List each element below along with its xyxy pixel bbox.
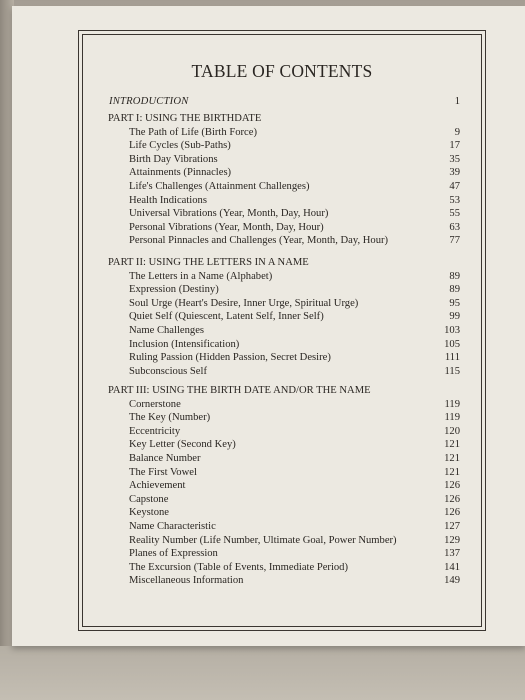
toc-entry-label: The Key (Number): [129, 412, 211, 424]
background-bottom: [0, 646, 525, 700]
toc-entry-page: 115: [444, 365, 460, 377]
page-title: TABLE OF CONTENTS: [191, 61, 373, 81]
toc-entry-page: 89: [449, 284, 460, 296]
toc-entry-page: 121: [444, 466, 460, 478]
toc-entry-page: 119: [444, 398, 460, 410]
toc-entry-page: 1: [454, 96, 460, 107]
toc-entry-label: Expression (Destiny): [129, 284, 219, 296]
toc-entry-page: 129: [444, 534, 460, 546]
toc-part-title: PART II: USING THE LETTERS IN A NAME: [108, 257, 309, 268]
toc-entry-page: 35: [449, 153, 460, 165]
toc-entry-page: 141: [444, 561, 460, 573]
toc-entry-label: Planes of Expression: [129, 548, 218, 560]
toc-entry-label: INTRODUCTION: [109, 96, 189, 107]
book-page: [12, 6, 525, 646]
toc-entry-label: Life Cycles (Sub-Paths): [129, 140, 231, 152]
toc-entry-label: Health Indications: [129, 194, 207, 206]
toc-entry-label: Universal Vibrations (Year, Month, Day, Hour): [129, 208, 329, 220]
toc-entry-label: The Path of Life (Birth Force): [129, 126, 257, 138]
toc-entry-page: 120: [444, 425, 460, 437]
toc-entry-page: 137: [444, 548, 460, 560]
toc-entry-page: 121: [444, 453, 460, 464]
toc-entry-label: Eccentricity: [129, 425, 181, 437]
toc-entry-label: Personal Vibrations (Year, Month, Day, Hour): [129, 221, 324, 233]
toc-entry-page: 127: [444, 521, 460, 532]
toc-entry-label: Keystone: [129, 507, 170, 519]
toc-entry-page: 47: [449, 181, 460, 192]
toc-entry-label: Personal Pinnacles and Challenges (Year, Month, Day, Hour): [129, 235, 389, 247]
toc-entry-page: 149: [444, 575, 460, 587]
toc-entry-label: Birth Day Vibrations: [129, 153, 218, 165]
toc-entry-page: 126: [444, 507, 460, 519]
toc-entry-label: Capstone: [129, 493, 169, 505]
toc-entry-label: Key Letter (Second Key): [129, 439, 236, 451]
toc-entry-page: 119: [444, 412, 460, 424]
toc-entry-label: Attainments (Pinnacles): [129, 167, 232, 179]
toc-entry-page: 53: [449, 194, 460, 206]
toc-entry-label: The First Vowel: [129, 466, 197, 478]
toc-entry-page: 126: [444, 493, 460, 505]
toc-entry-page: 105: [444, 338, 460, 350]
toc-entry-page: 55: [449, 208, 460, 220]
toc-entry-label: Subconscious Self: [129, 365, 207, 377]
toc-entry-label: Quiet Self (Quiescent, Latent Self, Inner Self): [129, 311, 324, 323]
toc-entry-page: 121: [444, 439, 460, 451]
toc-entry-page: 89: [449, 270, 460, 282]
toc-entry-page: 17: [449, 140, 460, 152]
toc-entry-page: 9: [454, 126, 460, 138]
toc-entry-page: 126: [444, 480, 460, 492]
toc-part-title: PART III: USING THE BIRTH DATE AND/OR THE NAME: [108, 385, 371, 396]
toc-entry-label: Achievement: [129, 480, 186, 492]
toc-entry-page: 103: [444, 325, 460, 336]
toc-entry-label: Name Characteristic: [129, 521, 216, 532]
toc-part-title: PART I: USING THE BIRTHDATE: [108, 113, 262, 124]
toc-entry-label: Life's Challenges (Attainment Challenges): [129, 181, 310, 192]
toc-entry-label: Inclusion (Intensification): [129, 338, 240, 350]
toc-entry-label: Ruling Passion (Hidden Passion, Secret Desire): [129, 352, 331, 364]
toc-entry-label: Name Challenges: [129, 325, 205, 336]
toc-entry-label: Miscellaneous Information: [129, 575, 244, 587]
toc-entry-page: 99: [449, 311, 460, 323]
toc-entry-label: Cornerstone: [129, 398, 181, 410]
toc-entry-label: The Excursion (Table of Events, Immediate Period): [129, 561, 349, 573]
toc-entry-label: Soul Urge (Heart's Desire, Inner Urge, Spiritual Urge): [129, 297, 359, 309]
toc-entry-page: 95: [449, 297, 460, 309]
toc-entry-page: 63: [449, 221, 460, 233]
toc-entry-page: 77: [449, 235, 460, 247]
toc-entry-label: The Letters in a Name (Alphabet): [129, 270, 273, 282]
toc-entry-page: 111: [444, 352, 460, 364]
toc-entry-label: Balance Number: [129, 453, 201, 464]
toc-entry-label: Reality Number (Life Number, Ultimate Goal, Power Number): [129, 534, 397, 546]
toc-entry-page: 39: [449, 167, 460, 179]
